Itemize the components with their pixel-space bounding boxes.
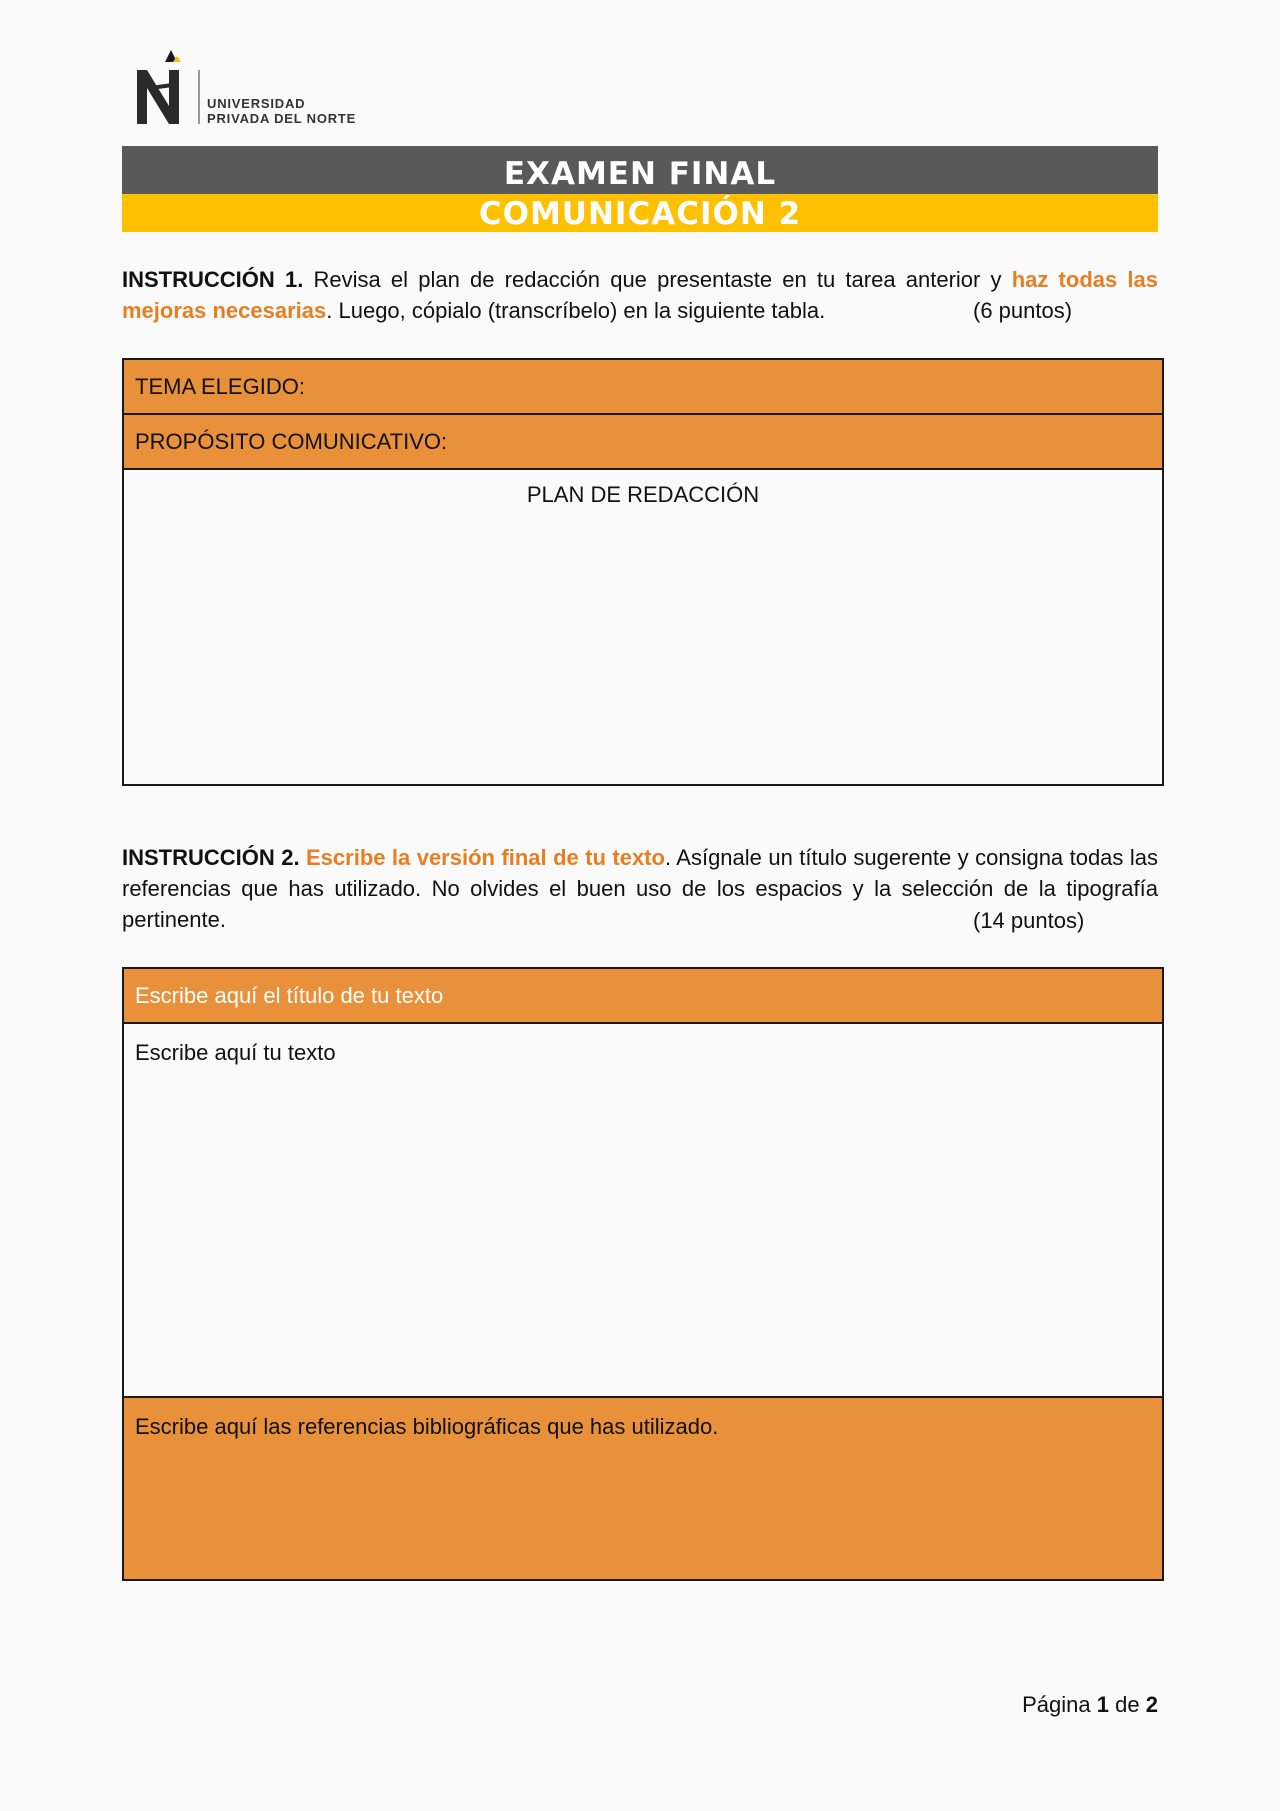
of-word: de <box>1115 1692 1140 1717</box>
university-name <box>207 96 356 126</box>
instruction-2-text: . Asígnale un título sugerente y consigna todas las referencias que has utilizado. No olvides el buen uso de los espacios y la selección de la tipografía pertinente. <box>122 845 1158 932</box>
referencias-cell[interactable]: Escribe aquí las referencias bibliográficas que has utilizado. <box>123 1397 1163 1580</box>
proposito-cell[interactable]: PROPÓSITO COMUNICATIVO: <box>123 414 1163 469</box>
page-number <box>1022 1692 1158 1718</box>
instruction-2-label: INSTRUCCIÓN 2. <box>122 845 300 870</box>
instruction-1-highlight: haz todas las mejoras necesarias <box>122 267 1158 323</box>
instruction-1-text-a: Revisa el plan de redacción que presentaste en tu tarea anterior y <box>303 267 1012 292</box>
page-total: 2 <box>1145 1692 1158 1717</box>
university-line2: PRIVADA DEL NORTE <box>207 111 357 126</box>
texto-cell[interactable]: Escribe aquí tu texto <box>123 1023 1163 1397</box>
instruction-1-text-b: . Luego, cópialo (transcríbelo) en la siguiente tabla. <box>326 298 826 323</box>
exam-title: EXAMEN FINAL <box>122 146 1158 194</box>
instruction-2-highlight: Escribe la versión final de tu texto <box>306 845 665 870</box>
text-table <box>122 967 1164 1581</box>
titulo-texto-cell[interactable]: Escribe aquí el título de tu texto <box>123 968 1163 1023</box>
instruction-1-label: INSTRUCCIÓN 1. <box>122 267 304 292</box>
page-word: Página <box>1022 1692 1091 1717</box>
tema-elegido-cell[interactable]: TEMA ELEGIDO: <box>123 359 1163 414</box>
university-line1: UNIVERSIDAD <box>207 96 306 111</box>
page-current: 1 <box>1096 1692 1110 1717</box>
instruction-1-points: (6 puntos) <box>973 298 1073 323</box>
course-subtitle: COMUNICACIÓN 2 <box>122 194 1158 232</box>
plan-table <box>122 358 1164 786</box>
instruction-2-points: (14 puntos) <box>973 908 1085 933</box>
plan-redaccion-cell[interactable]: PLAN DE REDACCIÓN <box>123 469 1163 785</box>
